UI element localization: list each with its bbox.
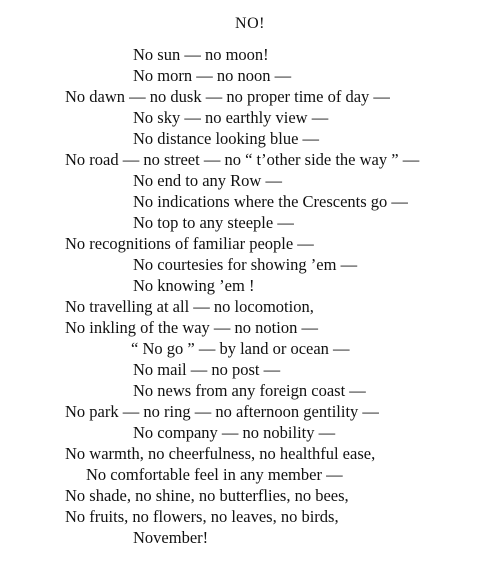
poem-line: No mail — no post — xyxy=(133,360,281,379)
poem-line: No sky — no earthly view — xyxy=(133,108,329,127)
poem-line: No knowing ’em ! xyxy=(133,276,255,295)
poem-line: No company — no nobility — xyxy=(133,423,336,442)
poem-line: No courtesies for showing ’em — xyxy=(133,255,358,274)
poem-line: No top to any steeple — xyxy=(133,213,294,232)
poem-line: No morn — no noon — xyxy=(133,66,292,85)
poem-line: No recognitions of familiar people — xyxy=(65,234,314,253)
poem-line: No news from any foreign coast — xyxy=(133,381,366,400)
poem-line: No end to any Row — xyxy=(133,171,282,190)
poem-line: No warmth, no cheerfulness, no healthful ease, xyxy=(65,444,376,463)
poem-line: No dawn — no dusk — no proper time of day — xyxy=(65,87,390,106)
poem-line: November! xyxy=(133,528,209,547)
poem-line: No park — no ring — no afternoon gentility — xyxy=(65,402,379,421)
poem-line: No travelling at all — no locomotion, xyxy=(65,297,314,316)
poem-line: No shade, no shine, no butterflies, no bees, xyxy=(65,486,349,505)
poem-line: No road — no street — no “ t’other side the way ” — xyxy=(65,150,420,169)
poem-line: No inkling of the way — no notion — xyxy=(65,318,318,337)
poem-title: NO! xyxy=(235,15,265,32)
poem-line: No fruits, no flowers, no leaves, no birds, xyxy=(65,507,339,526)
poem-line: No distance looking blue — xyxy=(133,129,320,148)
poem-line: “ No go ” — by land or ocean — xyxy=(131,339,350,358)
poem-line: No comfortable feel in any member — xyxy=(86,465,343,484)
poem-line: No indications where the Crescents go — xyxy=(133,192,408,211)
poem-line: No sun — no moon! xyxy=(133,45,269,64)
